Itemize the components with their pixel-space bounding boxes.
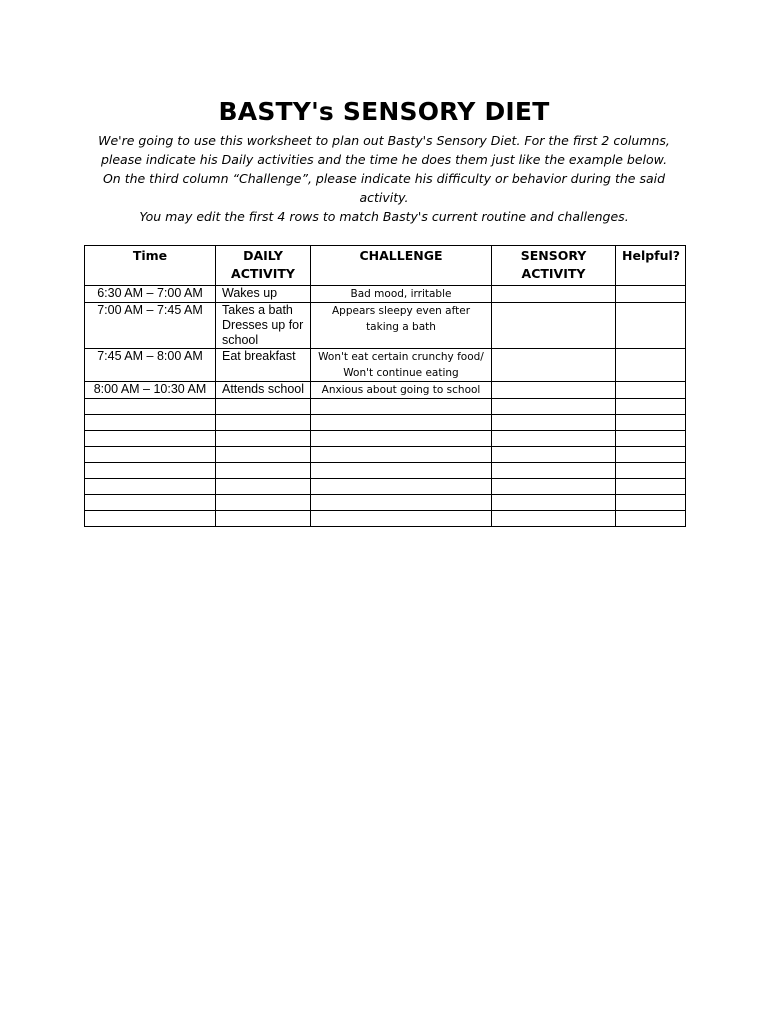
intro-line: You may edit the first 4 rows to match Basty's current routine and challenges. [139,209,629,224]
empty-table-row [85,495,686,511]
empty-cell[interactable] [311,399,492,415]
empty-cell[interactable] [616,463,686,479]
empty-cell[interactable] [616,431,686,447]
intro-line: We're going to use this worksheet to plan out Basty's Sensory Diet. For the first 2 columns, [98,133,670,148]
empty-cell[interactable] [311,463,492,479]
empty-cell[interactable] [85,431,216,447]
intro-paragraph [84,131,684,226]
empty-cell[interactable] [311,447,492,463]
sensory-activity-cell[interactable] [492,382,616,399]
header-sensory-activity: SENSORY ACTIVITY [492,246,616,286]
table-header-row [85,246,686,286]
empty-cell[interactable] [311,431,492,447]
helpful-cell[interactable] [616,349,686,382]
activity-cell[interactable]: Attends school [216,382,311,399]
activity-cell[interactable]: Takes a bath Dresses up for school [216,303,311,349]
empty-cell[interactable] [85,463,216,479]
empty-cell[interactable] [216,479,311,495]
empty-cell[interactable] [616,399,686,415]
activity-cell[interactable]: Eat breakfast [216,349,311,382]
empty-cell[interactable] [492,463,616,479]
page-title: BASTY's SENSORY DIET [218,97,550,126]
sensory-diet-table [84,245,686,527]
empty-cell[interactable] [216,399,311,415]
helpful-cell[interactable] [616,303,686,349]
empty-table-row [85,463,686,479]
helpful-cell[interactable] [616,382,686,399]
challenge-cell[interactable]: Bad mood, irritable [311,286,492,303]
challenge-cell[interactable]: Won't eat certain crunchy food/ Won't continue eating [311,349,492,382]
sensory-activity-cell[interactable] [492,303,616,349]
sensory-activity-cell[interactable] [492,286,616,303]
time-cell[interactable]: 6:30 AM – 7:00 AM [85,286,216,303]
header-time: Time [85,246,216,286]
empty-cell[interactable] [85,495,216,511]
empty-table-row [85,511,686,527]
header-helpful: Helpful? [616,246,686,286]
empty-cell[interactable] [492,447,616,463]
empty-cell[interactable] [85,415,216,431]
table-row [85,303,686,349]
challenge-cell[interactable]: Anxious about going to school [311,382,492,399]
empty-cell[interactable] [492,415,616,431]
empty-cell[interactable] [492,399,616,415]
table-row [85,349,686,382]
intro-line: activity. [359,190,409,205]
time-cell[interactable]: 8:00 AM – 10:30 AM [85,382,216,399]
empty-table-row [85,415,686,431]
empty-cell[interactable] [492,511,616,527]
time-cell[interactable]: 7:45 AM – 8:00 AM [85,349,216,382]
empty-cell[interactable] [616,479,686,495]
intro-line: On the third column “Challenge”, please indicate his difficulty or behavior during the said [102,171,666,186]
table-row [85,382,686,399]
intro-line: please indicate his Daily activities and the time he does them just like the example below. [100,152,668,167]
empty-cell[interactable] [216,463,311,479]
empty-table-row [85,447,686,463]
empty-cell[interactable] [616,447,686,463]
empty-cell[interactable] [216,511,311,527]
empty-cell[interactable] [311,495,492,511]
empty-cell[interactable] [216,495,311,511]
empty-cell[interactable] [85,447,216,463]
empty-cell[interactable] [492,431,616,447]
header-daily-activity: DAILY ACTIVITY [216,246,311,286]
empty-cell[interactable] [216,447,311,463]
activity-cell[interactable]: Wakes up [216,286,311,303]
sensory-activity-cell[interactable] [492,349,616,382]
empty-cell[interactable] [85,479,216,495]
empty-table-row [85,431,686,447]
empty-cell[interactable] [216,431,311,447]
empty-cell[interactable] [616,511,686,527]
empty-cell[interactable] [85,511,216,527]
empty-cell[interactable] [311,511,492,527]
table-row [85,286,686,303]
empty-cell[interactable] [616,495,686,511]
empty-cell[interactable] [311,415,492,431]
challenge-cell[interactable]: Appears sleepy even after taking a bath [311,303,492,349]
empty-cell[interactable] [85,399,216,415]
empty-cell[interactable] [492,479,616,495]
helpful-cell[interactable] [616,286,686,303]
empty-cell[interactable] [311,479,492,495]
empty-table-row [85,479,686,495]
empty-cell[interactable] [616,415,686,431]
empty-cell[interactable] [216,415,311,431]
empty-table-row [85,399,686,415]
header-challenge: CHALLENGE [311,246,492,286]
empty-cell[interactable] [492,495,616,511]
time-cell[interactable]: 7:00 AM – 7:45 AM [85,303,216,349]
